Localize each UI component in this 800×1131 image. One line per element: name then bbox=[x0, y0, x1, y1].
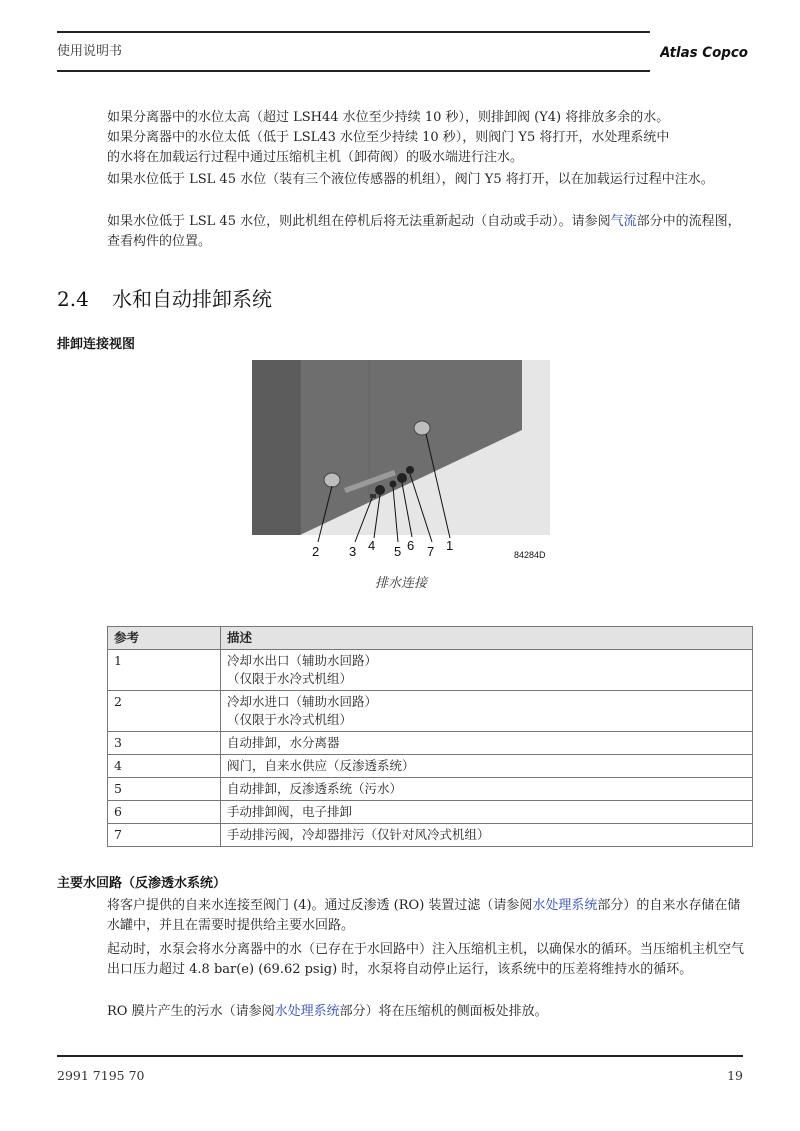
intro-line-3: 的水将在加载运行过程中通过压缩机主机（卸荷阀）的吸水端进行注水。 bbox=[107, 150, 524, 165]
main-water-paragraph-1 bbox=[107, 896, 747, 936]
row-desc-line1: 冷却水进口（辅助水回路） bbox=[227, 694, 378, 709]
row-description: 手动排卸阀，电子排卸 bbox=[221, 801, 753, 824]
connector-1 bbox=[414, 421, 430, 435]
callout-1: 1 bbox=[446, 538, 454, 553]
atlas-copco-logo bbox=[660, 38, 748, 66]
airflow-link[interactable]: 气流 bbox=[610, 214, 637, 229]
row-description: 自动排卸，水分离器 bbox=[221, 732, 753, 755]
row-desc-line1: 冷却水出口（辅助水回路） bbox=[227, 653, 378, 668]
row-desc-line2: （仅限于水冷式机组） bbox=[227, 671, 353, 686]
mw-p1-text-before: 将客户提供的自来水连接至阀门 (4)。通过反渗透 (RO) 装置过滤（请参阅 bbox=[107, 898, 533, 913]
table-row bbox=[108, 778, 753, 801]
page-number: 19 bbox=[727, 1068, 743, 1083]
mw-p3-text-before: RO 膜片产生的污水（请参阅 bbox=[107, 1004, 275, 1019]
connector-3 bbox=[370, 494, 376, 498]
drain-view-heading: 排卸连接视图 bbox=[57, 337, 136, 352]
header-ref: 参考 bbox=[108, 627, 221, 650]
compressor-body-side bbox=[252, 360, 300, 535]
water-treatment-link-1[interactable]: 水处理系统 bbox=[532, 898, 598, 913]
table-row bbox=[108, 801, 753, 824]
connector-7 bbox=[406, 466, 414, 474]
connector-2 bbox=[324, 473, 340, 487]
row-ref: 4 bbox=[108, 755, 221, 778]
table-row bbox=[108, 732, 753, 755]
intro-line-2: 如果分离器中的水位太低（低于 LSL43 水位至少持续 10 秒），则阀门 Y5 将打开，水处理系统中 bbox=[107, 130, 670, 145]
header-rule-top bbox=[57, 31, 650, 33]
callout-3: 3 bbox=[349, 544, 357, 559]
row-ref: 6 bbox=[108, 801, 221, 824]
header-title: 使用说明书 bbox=[57, 44, 123, 59]
connector-4 bbox=[375, 485, 385, 495]
connector-6 bbox=[397, 473, 407, 483]
mw-p1-text-after: 部分）的自来水存储在储水罐中，并且在需要时提供给主要水回路。 bbox=[107, 898, 741, 933]
main-water-paragraph-2: 起动时，水泵会将水分离器中的水（已存在于水回路中）注入压缩机主机，以确保水的循环。当压缩机主机空气出口压力超过 4.8 bar(e) (69.62 psig) 时，水泵将自动停止运行，该系统中的压差将维持水的循环。 bbox=[107, 942, 745, 977]
intro-p3-text-before: 如果水位低于 LSL 45 水位，则此机组在停机后将无法重新起动（自动或手动）。请参阅 bbox=[107, 214, 611, 229]
row-desc-line2: （仅限于水冷式机组） bbox=[227, 712, 353, 727]
callout-4: 4 bbox=[368, 538, 376, 553]
callout-6: 6 bbox=[407, 538, 415, 553]
reference-table bbox=[107, 626, 753, 847]
header-rule-bottom bbox=[57, 70, 650, 72]
table-row bbox=[108, 824, 753, 847]
table-header-row bbox=[108, 627, 753, 650]
logo-graphic bbox=[660, 38, 748, 66]
figure-caption: 排水连接 bbox=[374, 576, 427, 591]
connector-5 bbox=[390, 481, 397, 488]
intro-paragraph-1 bbox=[107, 108, 747, 168]
table-row bbox=[108, 755, 753, 778]
drain-connection-drawing bbox=[252, 360, 550, 567]
callout-2: 2 bbox=[312, 544, 320, 559]
row-ref: 7 bbox=[108, 824, 221, 847]
mw-p3-text-after: 部分）将在压缩机的侧面板处排放。 bbox=[339, 1004, 548, 1019]
table-row bbox=[108, 650, 753, 691]
main-water-heading: 主要水回路（反渗透水系统） bbox=[57, 876, 227, 891]
water-treatment-link-2[interactable]: 水处理系统 bbox=[274, 1004, 340, 1019]
row-ref: 3 bbox=[108, 732, 221, 755]
logo-wordmark: Atlas Copco bbox=[660, 45, 748, 61]
drain-connection-figure bbox=[252, 360, 550, 567]
figure-id: 84284D bbox=[514, 550, 546, 560]
intro-p3-text-after: 部分中的流程图，查看构件的位置。 bbox=[107, 214, 741, 249]
row-description: 阀门，自来水供应（反渗透系统） bbox=[221, 755, 753, 778]
table-row bbox=[108, 691, 753, 732]
intro-line-1: 如果分离器中的水位太高（超过 LSH44 水位至少持续 10 秒），则排卸阀 (Y4) 将排放多余的水。 bbox=[107, 110, 670, 125]
row-ref: 5 bbox=[108, 778, 221, 801]
callout-5: 5 bbox=[394, 544, 402, 559]
header-description: 描述 bbox=[221, 627, 753, 650]
row-ref: 1 bbox=[108, 650, 221, 691]
row-description: 自动排卸，反渗透系统（污水） bbox=[221, 778, 753, 801]
callout-7: 7 bbox=[427, 544, 435, 559]
row-description bbox=[221, 650, 753, 691]
footer-rule bbox=[57, 1055, 743, 1057]
intro-paragraph-3 bbox=[107, 212, 747, 252]
row-ref: 2 bbox=[108, 691, 221, 732]
row-description: 手动排污阀，冷却器排污（仅针对风冷式机组） bbox=[221, 824, 753, 847]
row-description bbox=[221, 691, 753, 732]
section-number: 2.4 bbox=[57, 287, 89, 311]
main-water-paragraph-3 bbox=[107, 1002, 747, 1022]
intro-paragraph-2: 如果水位低于 LSL 45 水位（装有三个液位传感器的机组），阀门 Y5 将打开，以在加载运行过程中注水。 bbox=[107, 172, 714, 187]
doc-number: 2991 7195 70 bbox=[57, 1068, 145, 1083]
section-title-text: 水和自动排卸系统 bbox=[112, 287, 272, 311]
section-title bbox=[57, 283, 272, 312]
